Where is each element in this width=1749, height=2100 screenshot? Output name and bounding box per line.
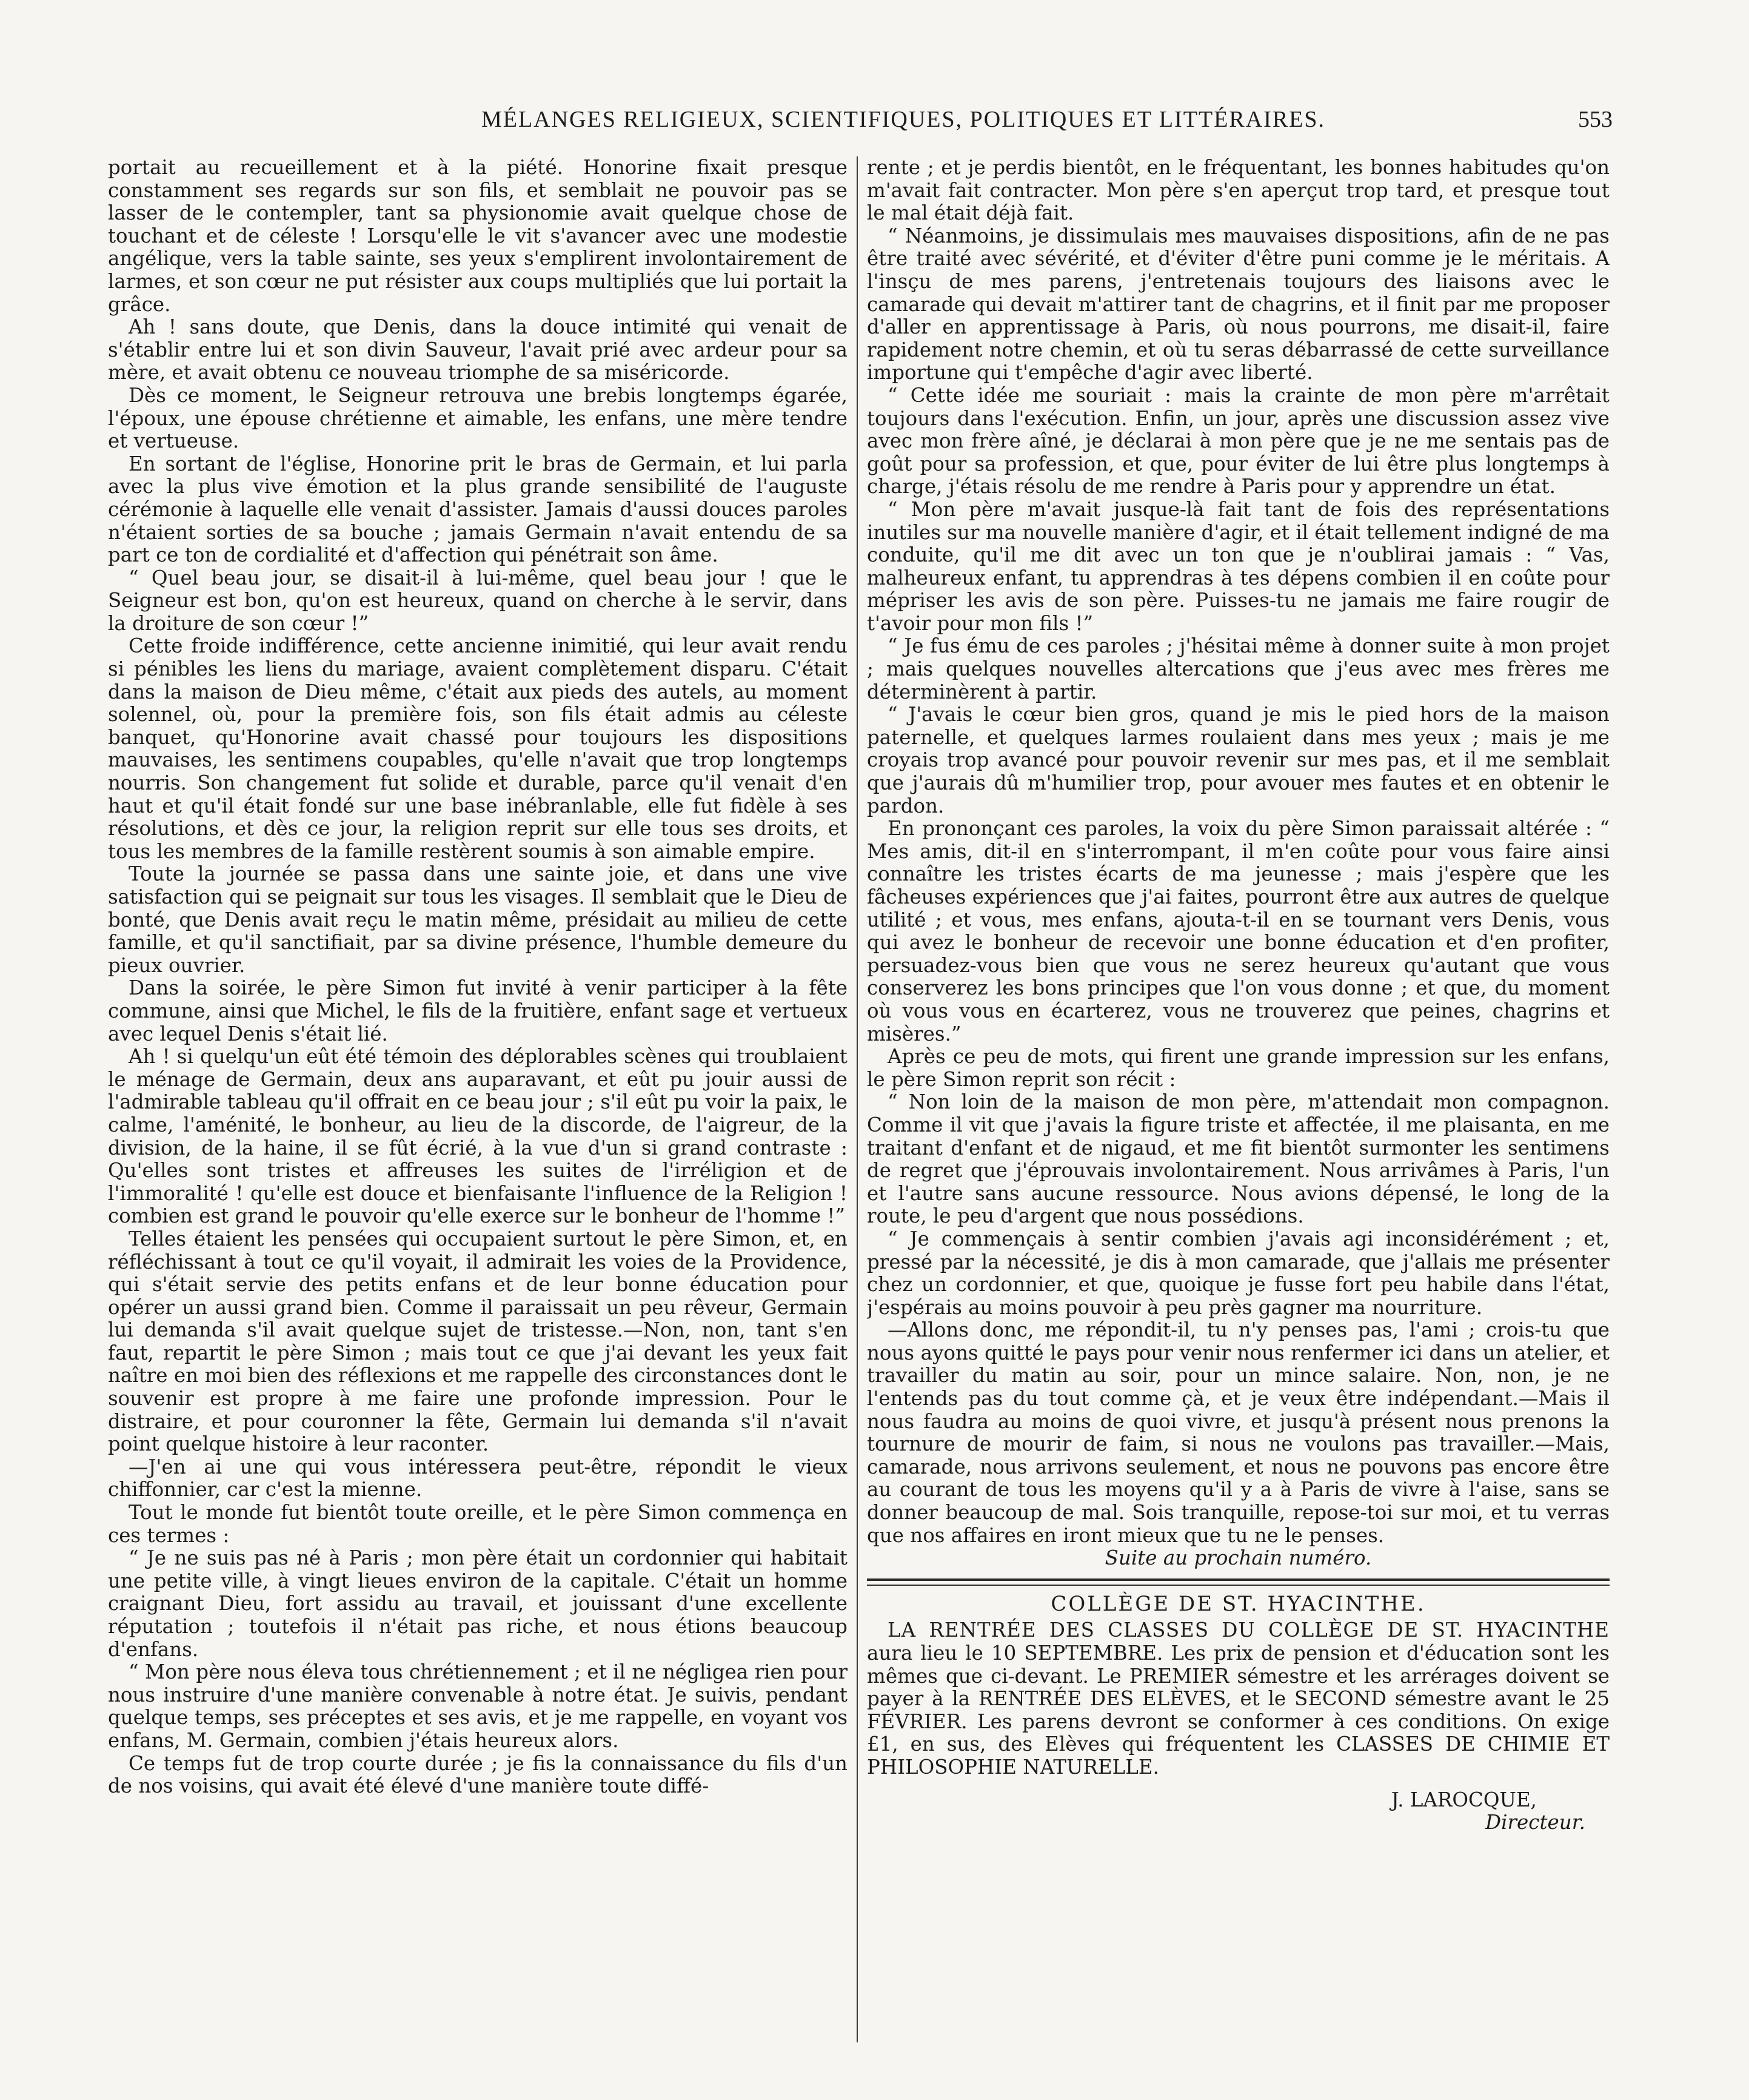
paragraph: Après ce peu de mots, qui firent une grande impression sur les enfans, le père Simon reprit son récit : [867, 1045, 1610, 1091]
notice-signature: J. LAROCQUE, [1391, 1788, 1537, 1811]
paragraph: Toute la journée se passa dans une sainte joie, et dans une vive satisfaction qui se peignait sur tous les visages. Il semblait que le Dieu de bonté, que Denis avait reçu le matin même, présidait au milieu de cette famille, et qu'il sanctifiait, par sa divine présence, l'humble demeure du pieux ouvrier. [108, 862, 848, 977]
paragraph: “ J'avais le cœur bien gros, quand je mis le pied hors de la maison paternelle, et quelques larmes roulaient dans mes yeux ; mais je me croyais trop avancé pour pouvoir revenir sur mes pas, et il me semblait que j'aurais dû m'humilier trop, pour avouer mes fautes et en obtenir le pardon. [867, 703, 1610, 817]
paragraph: “ Quel beau jour, se disait-il à lui-même, quel beau jour ! que le Seigneur est bon, qu'on est heureux, quand on cherche à le servir, dans la droiture de son cœur !” [108, 566, 848, 635]
paragraph: “ Néanmoins, je dissimulais mes mauvaises dispositions, afin de ne pas être traité avec sévérité, et d'éviter d'être puni comme je le méritais. A l'insçu de mes parens, j'entretenais toujours des liaisons avec le camarade qui devait m'attirer tant de chagrins, et il finit par me proposer d'aller en apprentissage à Paris, où nous pourrons, me disait-il, faire rapidement notre chemin, et où tu seras débarrassé de cette surveillance importune qui t'empêche d'agir avec liberté. [867, 224, 1610, 384]
paragraph: “ Mon père nous éleva tous chrétiennement ; et il ne négligea rien pour nous instruire d'une manière convenable à notre état. Je suivis, pendant quelque temps, ses préceptes et ses avis, et je me rappelle, en voyant vos enfans, M. Germain, combien j'étais heureux alors. [108, 1660, 848, 1752]
paragraph: rente ; et je perdis bientôt, en le fréquentant, les bonnes habitudes qu'on m'avait fait contracter. Mon père s'en aperçut trop tard, et presque tout le mal était déjà fait. [867, 156, 1610, 225]
paragraph: Dans la soirée, le père Simon fut invité à venir participer à la fête commune, ainsi que Michel, le fils de la fruitière, enfant sage et vertueux avec lequel Denis s'était lié. [108, 976, 848, 1045]
notice-body [867, 1619, 1610, 1779]
notice-signature-title: Directeur. [1485, 1811, 1585, 1834]
paragraph: portait au recueillement et à la piété. Honorine fixait presque constamment ses regards sur son fils, et semblait ne pouvoir pas se lasser de le contempler, tant sa physionomie avait quelque chose de touchant et de céleste ! Lorsqu'elle le vit s'avancer avec une modestie angélique, vers la table sainte, ses yeux s'emplirent involontairement de larmes, et son cœur ne put résister aux coups multipliés que lui portait la grâce. [108, 156, 848, 316]
page-number: 553 [1578, 107, 1613, 132]
paragraph: “ Je ne suis pas né à Paris ; mon père était un cordonnier qui habitait une petite ville, à vingt lieues environ de la capitale. C'était un homme craignant Dieu, fort assidu au travail, et jouissant d'une excellente réputation ; toutefois il n'était pas riche, et nous étions beaucoup d'enfans. [108, 1546, 848, 1661]
continuation-note: Suite au prochain numéro. [1105, 1546, 1372, 1570]
paragraph: En prononçant ces paroles, la voix du père Simon paraissait altérée : “ Mes amis, dit-il en s'interrompant, il m'en coûte pour vous faire ainsi connaître les tristes écarts de ma jeunesse ; mais j'espère que les fâcheuses expériences que j'ai faites, pourront être aux autres de quelque utilité ; et vous, mes enfans, ajouta-t-il en se tournant vers Denis, vous qui avez le bonheur de recevoir une bonne éducation et d'en profiter, persuadez-vous bien que vous ne serez heureux qu'autant que vous conserverez les bons principes que l'on vous donne ; et que, du moment où vous vous en écarterez, vous ne trouverez que peines, chagrins et misères.” [867, 817, 1610, 1045]
section-rule [867, 1578, 1610, 1586]
paragraph: En sortant de l'église, Honorine prit le bras de Germain, et lui parla avec la plus vive émotion et la plus grande sensibilité de l'auguste cérémonie à laquelle elle venait d'assister. Jamais d'aussi douces paroles n'étaient sorties de sa bouche ; jamais Germain n'avait entendu de sa part ce ton de cordialité et d'affection qui pénétrait son âme. [108, 452, 848, 567]
right-column [867, 156, 1610, 2061]
notice-lead: LA RENTRÉE DES CLASSES DU COLLÈGE DE ST. HYACINTHE [888, 1619, 1610, 1642]
notice-text: aura lieu le 10 SEPTEMBRE. Les prix de pension et d'éducation sont les mêmes que ci-devant. Le PREMIER sémestre et les arrérages doivent se payer à la RENTRÉE DES ELÈVES, et le SECOND sémestre avant le 25 FÉVRIER. Les parens devront se conformer à ces conditions. On exige £1, en sus, des Elèves qui fréquentent les CLASSES DE CHIMIE ET PHILOSOPHIE NATURELLE. [867, 1642, 1610, 1779]
paragraph: Telles étaient les pensées qui occupaient surtout le père Simon, et, en réfléchissant à tout ce qu'il voyait, il admirait les voies de la Providence, qui s'était servie des petits enfans et de leur bonne éducation pour opérer un aussi grand bien. Comme il paraissait un peu rêveur, Germain lui demanda s'il avait quelque sujet de tristesse.—Non, non, tant s'en faut, repartit le père Simon ; mais tout ce que j'ai devant les yeux fait naître en moi bien des réflexions et me rappelle des circonstances dont le souvenir est propre à me faire une profonde impression. Pour le distraire, et pour couronner la fête, Germain lui demanda s'il n'avait point quelque histoire à leur raconter. [108, 1227, 848, 1456]
college-notice [867, 1593, 1610, 1834]
paragraph: Ah ! si quelqu'un eût été témoin des déplorables scènes qui troublaient le ménage de Germain, deux ans auparavant, et eût pu jouir aussi de l'admirable tableau qu'il offrait en ce beau jour ; s'il eût pu voir la paix, le calme, l'aménité, le bonheur, au lieu de la discorde, de l'aigreur, de la division, de la haine, il se fût écrié, à la vue d'un si grand contraste : Qu'elles sont tristes et affreuses les suites de l'irréligion et de l'immoralité ! qu'elle est douce et bienfaisante l'influence de la Religion ! combien est grand le pouvoir qu'elle exerce sur le bonheur de l'homme !” [108, 1045, 848, 1228]
paragraph: Dès ce moment, le Seigneur retrouva une brebis longtemps égarée, l'époux, une épouse chrétienne et aimable, les enfans, une mère tendre et vertueuse. [108, 383, 848, 453]
paragraph: —Allons donc, me répondit-il, tu n'y penses pas, l'ami ; crois-tu que nous ayons quitté le pays pour venir nous renfermer ici dans un atelier, et travailler du matin au soir, pour un mince salaire. Non, non, je ne l'entends pas du tout comme çà, et je veux être indépendant.—Mais il nous faudra au moins de quoi vivre, et jusqu'à présent nous prenons la tournure de mourir de faim, si nous ne voulons pas travailler.—Mais, camarade, nous arrivons seulement, et nous ne pouvons pas encore être au courant de tous les moyens qu'il y a à Paris de vivre à l'aise, sans se donner beaucoup de mal. Sois tranquille, repose-toi sur moi, et tu verras que nos affaires en iront mieux que tu ne le penses. [867, 1318, 1610, 1547]
left-column [108, 156, 848, 2061]
paragraph: “ Je commençais à sentir combien j'avais agi inconsidérément ; et, pressé par la nécessité, je dis à mon camarade, que j'allais me présenter chez un cordonnier, et que, quoique je fusse fort peu habile dans l'état, j'espérais au moins pouvoir à peu près gagner ma nourriture. [867, 1227, 1610, 1319]
column-divider [857, 156, 858, 2042]
paragraph: “ Mon père m'avait jusque-là fait tant de fois des représentations inutiles sur ma nouvelle manière d'agir, et il était tellement indigné de ma conduite, qu'il me dit avec un ton que je n'oublirai jamais : “ Vas, malheureux enfant, tu apprendras à tes dépens combien il en coûte pour mépriser les avis de son père. Puisses-tu ne jamais me faire rougir de t'avoir pour mon fils !” [867, 497, 1610, 635]
page-header [0, 106, 1749, 143]
running-title: MÉLANGES RELIGIEUX, SCIENTIFIQUES, POLITIQUES ET LITTÉRAIRES. [481, 107, 1326, 132]
paragraph: Tout le monde fut bientôt toute oreille, et le père Simon commença en ces termes : [108, 1501, 848, 1547]
notice-title: COLLÈGE DE ST. HYACINTHE. [1051, 1591, 1426, 1616]
paragraph: “ Non loin de la maison de mon père, m'attendait mon compagnon. Comme il vit que j'avais la figure triste et affectée, il me plaisanta, en me traitant d'enfant et de nigaud, et me fit bientôt surmonter les sentimens de regret que j'éprouvais involontairement. Nous arrivâmes à Paris, l'un et l'autre sans aucune ressource. Nous avions dépensé, le long de la route, le peu d'argent que nous possédions. [867, 1090, 1610, 1228]
paragraph: “ Je fus ému de ces paroles ; j'hésitai même à donner suite à mon projet ; mais quelques nouvelles altercations que j'eus avec mes frères me déterminèrent à partir. [867, 634, 1610, 703]
paragraph: “ Cette idée me souriait : mais la crainte de mon père m'arrêtait toujours dans l'exécution. Enfin, un jour, après une discussion assez vive avec mon frère aîné, je déclarai à mon père que je ne me sentais pas de goût pour sa profession, et que, pour éviter de lui être plus longtemps à charge, j'étais résolu de me rendre à Paris pour y apprendre un état. [867, 383, 1610, 498]
paragraph: Cette froide indifférence, cette ancienne inimitié, qui leur avait rendu si pénibles les liens du mariage, avaient complètement disparu. C'était dans la maison de Dieu même, c'était aux pieds des autels, au moment solennel, où, pour la première fois, son fils était admis au céleste banquet, qu'Honorine avait chassé pour toujours les dispositions mauvaises, les sentimens coupables, qu'elle n'avait que trop longtemps nourris. Son changement fut solide et durable, parce qu'il venait d'en haut et qu'il était fondé sur une base inébranlable, elle fut fidèle à ses résolutions, et dès ce jour, la religion reprit sur elle tous ses droits, et tous les membres de la famille restèrent soumis à son aimable empire. [108, 634, 848, 863]
paragraph: Ce temps fut de trop courte durée ; je fis la connaissance du fils d'un de nos voisins, qui avait été élevé d'une manière toute diffé- [108, 1751, 848, 1798]
paragraph: —J'en ai une qui vous intéressera peut-être, répondit le vieux chiffonnier, car c'est la mienne. [108, 1455, 848, 1501]
paragraph: Ah ! sans doute, que Denis, dans la douce intimité qui venait de s'établir entre lui et son divin Sauveur, l'avait prié avec ardeur pour sa mère, et avait obtenu ce nouveau triomphe de sa miséricorde. [108, 315, 848, 384]
